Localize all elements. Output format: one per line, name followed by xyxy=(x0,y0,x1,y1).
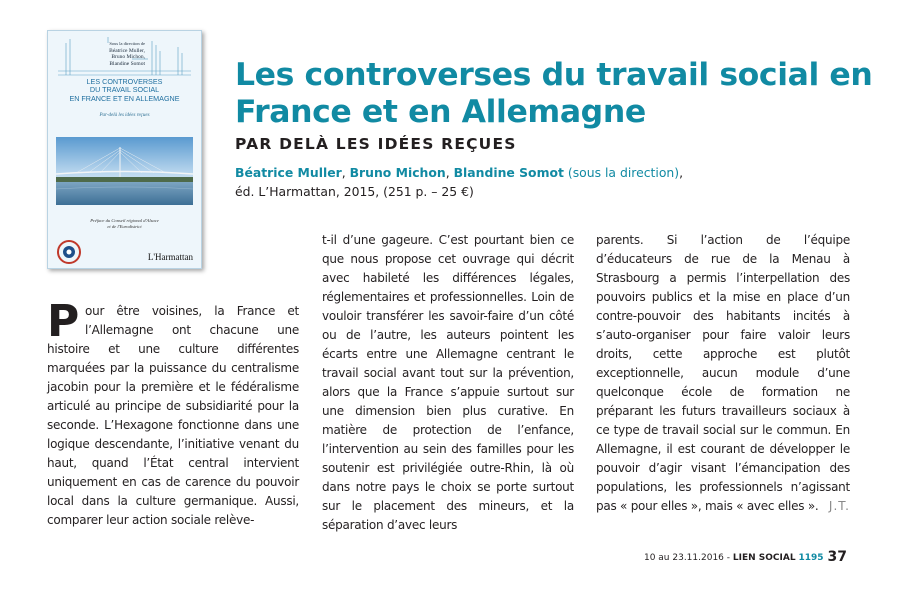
book-credits xyxy=(235,163,875,201)
cover-editor: Blandine Somot xyxy=(109,60,145,67)
credits-separator: , xyxy=(679,165,684,180)
cover-editors xyxy=(55,41,145,67)
credits-separator: , xyxy=(341,165,350,180)
cover-preface-line: Préface du Conseil régional d'Alsace xyxy=(90,218,159,223)
issue-date: 10 au 23.11.2016 xyxy=(643,553,724,563)
article-paragraph: t-il d’une gageure. C’est pourtant bien ce que nous propose cet ouvrage qui décrit avec habileté les différences légales, réglementaires et professionnelles. Loin de vouloir transférer les savoir-faire d’un côté ou de l’autre, les auteurs pointent les écarts entre une Allemagne centrant le travail social avant tout sur la prévention, alors que la France s’appuie surtout sur une dimension bien plus curative. En matière de protection de l’enfance, l’intervention au sein des familles pour les soutenir est privilégiée outre-Rhin, là où dans notre pays le choix se porte surtout sur le placement des mineurs, et la séparation d’avec leurs xyxy=(322,233,574,532)
author-name: Bruno Michon xyxy=(349,165,446,180)
author-name: Blandine Somot xyxy=(453,165,564,180)
collection-emblem-icon xyxy=(56,239,82,265)
cover-preface-line: et de l'Eurodistrict xyxy=(107,224,142,229)
cover-subtitle: Par-delà les idées reçues xyxy=(99,113,150,118)
magazine-name: LIEN SOCIAL xyxy=(732,553,796,563)
cover-title xyxy=(54,78,195,103)
cover-editor: Béatrice Muller, xyxy=(109,47,145,54)
author-name: Béatrice Muller xyxy=(235,165,342,180)
article-paragraph: parents. Si l’action de l’équipe d’éducateurs de rue de la Menau à Strasbourg a permis l’interpellation des pouvoirs publics et la mise en place d’un contre-pouvoir des habitants incités à s’auto-organiser pour faire valoir leurs droits, cette approche est plutôt exceptionnelle, aucun module d’une quelconque école de formation ne préparant les futurs travailleurs sociaux à ce type de travail social sur le commun. En Allemagne, il est courant de développer le pouvoir d’agir visant l’émancipation des populations, les professionnels n’agissant pas « pour elles », mais « avec elles ». xyxy=(596,233,850,513)
cover-title-line: DU TRAVAIL SOCIAL xyxy=(89,85,160,95)
publication-info: éd. L’Harmattan, 2015, (251 p. – 25 €) xyxy=(235,184,474,199)
article-column-1 xyxy=(47,296,299,530)
cover-title-line: LES CONTROVERSES xyxy=(86,77,163,86)
page-footer xyxy=(644,549,847,565)
issue-number: 1195 xyxy=(798,553,824,563)
author-signature: J.T. xyxy=(828,499,850,513)
cover-bridge-photo xyxy=(56,137,193,205)
cover-preface xyxy=(54,218,195,230)
article-title: Les controverses du travail social en France et en Allemagne xyxy=(235,57,873,130)
credits-separator: , xyxy=(445,165,454,180)
page-number: 37 xyxy=(827,549,847,565)
cover-editor: Bruno Michon, xyxy=(111,54,145,60)
footer-separator: - xyxy=(723,553,733,563)
drop-cap: P xyxy=(47,296,79,347)
editorial-role: (sous la direction) xyxy=(563,165,680,180)
cover-publisher: L'Harmattan xyxy=(147,252,193,262)
book-cover xyxy=(47,30,202,269)
article-subtitle: PAR DELÀ LES IDÉES REÇUES xyxy=(235,135,517,153)
article-column-2 xyxy=(322,231,574,535)
cover-title-line: EN FRANCE ET EN ALLEMAGNE xyxy=(69,93,180,103)
cover-editors-lead: Sous la direction de xyxy=(109,41,145,46)
article-column-3 xyxy=(596,231,850,516)
article-paragraph: our être voisines, la France et l’Allemagne ont chacune une histoire et une culture différentes marquées par la puissance du centralisme jacobin pour la première et le fédéralisme articulé au principe de subsidiarité pour la seconde. L’Hexagone fonctionne dans une logique descendante, l’initiative venant du haut, quand l’État central intervient uniquement en cas de carence du pouvoir local dans la culture germanique. Aussi, comparer leur action sociale relève- xyxy=(47,304,299,527)
